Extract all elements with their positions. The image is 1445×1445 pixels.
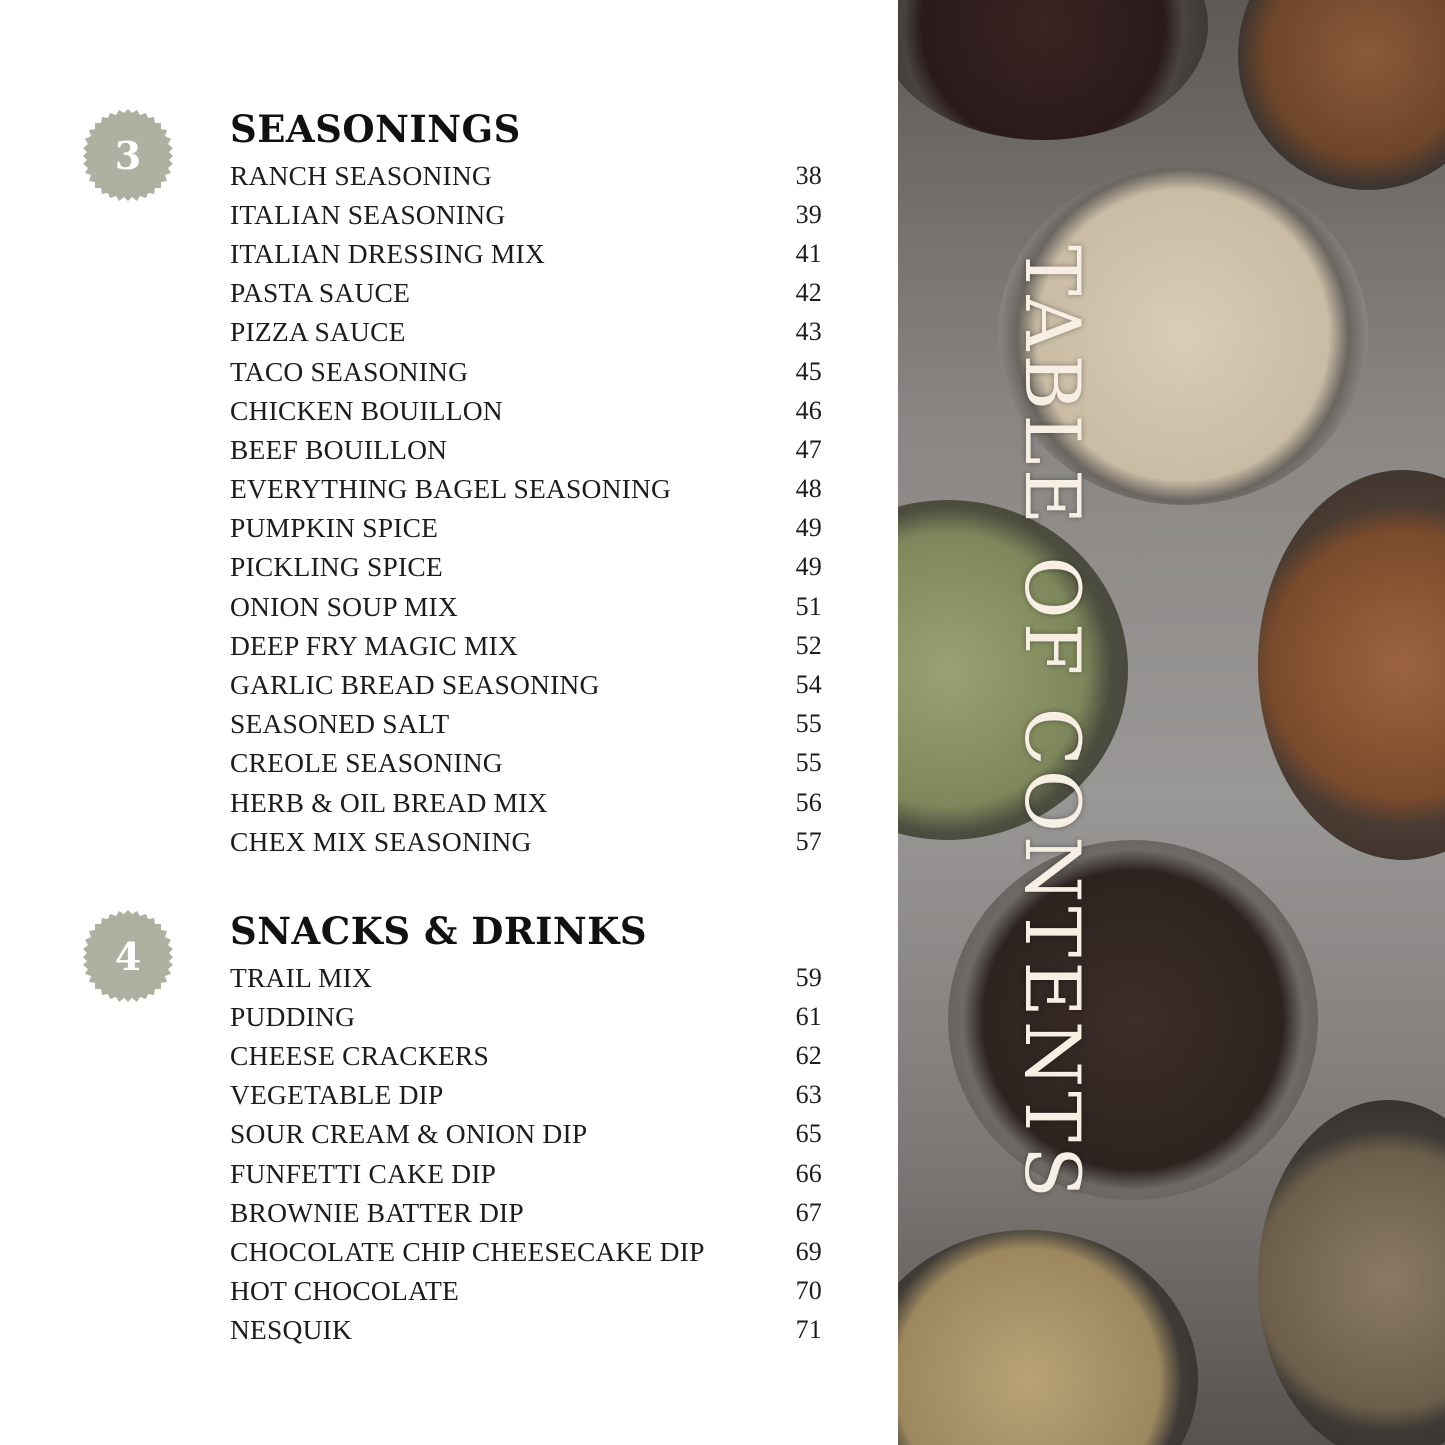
- entry-page: 70: [795, 1276, 822, 1306]
- entry-name: FUNFETTI CAKE DIP: [230, 1157, 497, 1189]
- entry-page: 46: [795, 395, 822, 425]
- entry-page: 61: [795, 1001, 822, 1031]
- dried-fruit-jar-image: [898, 0, 1208, 140]
- toc-entry[interactable]: [230, 822, 822, 861]
- toc-entry[interactable]: [230, 391, 822, 430]
- entry-page: 39: [795, 199, 822, 229]
- entry-name: DEEP FRY MAGIC MIX: [230, 629, 519, 661]
- entry-page: 69: [795, 1236, 822, 1266]
- toc-entry[interactable]: [230, 997, 822, 1036]
- section-title: SNACKS & DRINKS: [230, 909, 648, 953]
- toc-entry[interactable]: [230, 1115, 822, 1154]
- entry-name: HERB & OIL BREAD MIX: [230, 786, 548, 818]
- entry-page: 43: [795, 317, 822, 347]
- almond-jar-image: [1258, 470, 1445, 860]
- entry-name: CHEX MIX SEASONING: [230, 825, 532, 857]
- entry-page: 71: [795, 1315, 822, 1345]
- entry-name: TACO SEASONING: [230, 355, 469, 387]
- entry-page: 65: [795, 1119, 822, 1149]
- toc-entry[interactable]: [230, 430, 822, 469]
- entry-name: CHEESE CRACKERS: [230, 1039, 489, 1071]
- toc-entry[interactable]: [230, 626, 822, 665]
- entry-name: CHICKEN BOUILLON: [230, 394, 503, 426]
- entry-name: NESQUIK: [230, 1314, 353, 1346]
- toc-entry[interactable]: [230, 274, 822, 313]
- toc-entry[interactable]: [230, 470, 822, 509]
- entry-page: 47: [795, 434, 822, 464]
- entry-name: CHOCOLATE CHIP CHEESECAKE DIP: [230, 1235, 705, 1267]
- section-number: 3: [114, 132, 142, 178]
- entry-name: ITALIAN DRESSING MIX: [230, 237, 545, 269]
- entry-page: 41: [795, 238, 822, 268]
- entry-name: PUMPKIN SPICE: [230, 512, 439, 544]
- entry-page: 55: [795, 748, 822, 778]
- hazelnut-jar-image: [1238, 0, 1445, 190]
- entry-page: 62: [795, 1040, 822, 1070]
- toc-entry[interactable]: [230, 156, 822, 195]
- entry-name: PUDDING: [230, 1000, 356, 1032]
- entry-page: 56: [795, 787, 822, 817]
- entry-name: EVERYTHING BAGEL SEASONING: [230, 473, 672, 505]
- page-title: TABLE OF CONTENTS: [1008, 245, 1097, 1202]
- oats-jar-image: [898, 1230, 1198, 1445]
- entry-page: 45: [795, 356, 822, 386]
- entry-page: 49: [795, 552, 822, 582]
- toc-entry[interactable]: [230, 313, 822, 352]
- section-number-badge: [76, 109, 180, 201]
- section-number: 4: [114, 933, 142, 979]
- toc-entry[interactable]: [230, 195, 822, 234]
- toc-entry[interactable]: [230, 548, 822, 587]
- toc-entry[interactable]: [230, 1272, 822, 1311]
- entry-name: ITALIAN SEASONING: [230, 198, 506, 230]
- entry-page: 49: [795, 513, 822, 543]
- entry-name: RANCH SEASONING: [230, 159, 492, 191]
- entry-page: 55: [795, 709, 822, 739]
- entry-page: 54: [795, 670, 822, 700]
- cacao-nibs-jar-image: [948, 840, 1318, 1200]
- entry-page: 67: [795, 1197, 822, 1227]
- toc-entry[interactable]: [230, 509, 822, 548]
- entry-name: SOUR CREAM & ONION DIP: [230, 1118, 588, 1150]
- entry-name: VEGETABLE DIP: [230, 1079, 444, 1111]
- entry-name: HOT CHOCOLATE: [230, 1275, 459, 1307]
- entry-page: 38: [795, 160, 822, 190]
- entry-name: PASTA SAUCE: [230, 277, 411, 309]
- entry-name: GARLIC BREAD SEASONING: [230, 669, 600, 701]
- section-title: SEASONINGS: [230, 107, 521, 151]
- toc-entry[interactable]: [230, 1076, 822, 1115]
- toc-entry[interactable]: [230, 1193, 822, 1232]
- toc-entry[interactable]: [230, 744, 822, 783]
- toc-entry[interactable]: [230, 352, 822, 391]
- entry-name: PIZZA SAUCE: [230, 316, 406, 348]
- entry-name: BROWNIE BATTER DIP: [230, 1196, 524, 1228]
- section-number-badge: [76, 910, 180, 1002]
- entry-name: ONION SOUP MIX: [230, 590, 458, 622]
- toc-entry[interactable]: [230, 783, 822, 822]
- toc-entry[interactable]: [230, 1311, 822, 1350]
- toc-list: [230, 958, 822, 1350]
- entry-name: CREOLE SEASONING: [230, 747, 503, 779]
- entry-page: 42: [795, 278, 822, 308]
- jars-photo-panel: [898, 0, 1445, 1445]
- entry-page: 51: [795, 591, 822, 621]
- entry-name: TRAIL MIX: [230, 961, 373, 993]
- entry-name: PICKLING SPICE: [230, 551, 443, 583]
- toc-entry[interactable]: [230, 1154, 822, 1193]
- entry-page: 52: [795, 630, 822, 660]
- toc-entry[interactable]: [230, 665, 822, 704]
- entry-page: 59: [795, 962, 822, 992]
- entry-page: 63: [795, 1080, 822, 1110]
- entry-page: 57: [795, 826, 822, 856]
- entry-name: BEEF BOUILLON: [230, 433, 448, 465]
- toc-entry[interactable]: [230, 705, 822, 744]
- toc-entry[interactable]: [230, 587, 822, 626]
- entry-page: 48: [795, 474, 822, 504]
- toc-entry[interactable]: [230, 1036, 822, 1075]
- entry-page: 66: [795, 1158, 822, 1188]
- toc-entry[interactable]: [230, 1232, 822, 1271]
- entry-name: SEASONED SALT: [230, 708, 450, 740]
- seed-mix-jar-image: [1258, 1100, 1445, 1445]
- toc-entry[interactable]: [230, 234, 822, 273]
- toc-entry[interactable]: [230, 958, 822, 997]
- toc-list: [230, 156, 822, 861]
